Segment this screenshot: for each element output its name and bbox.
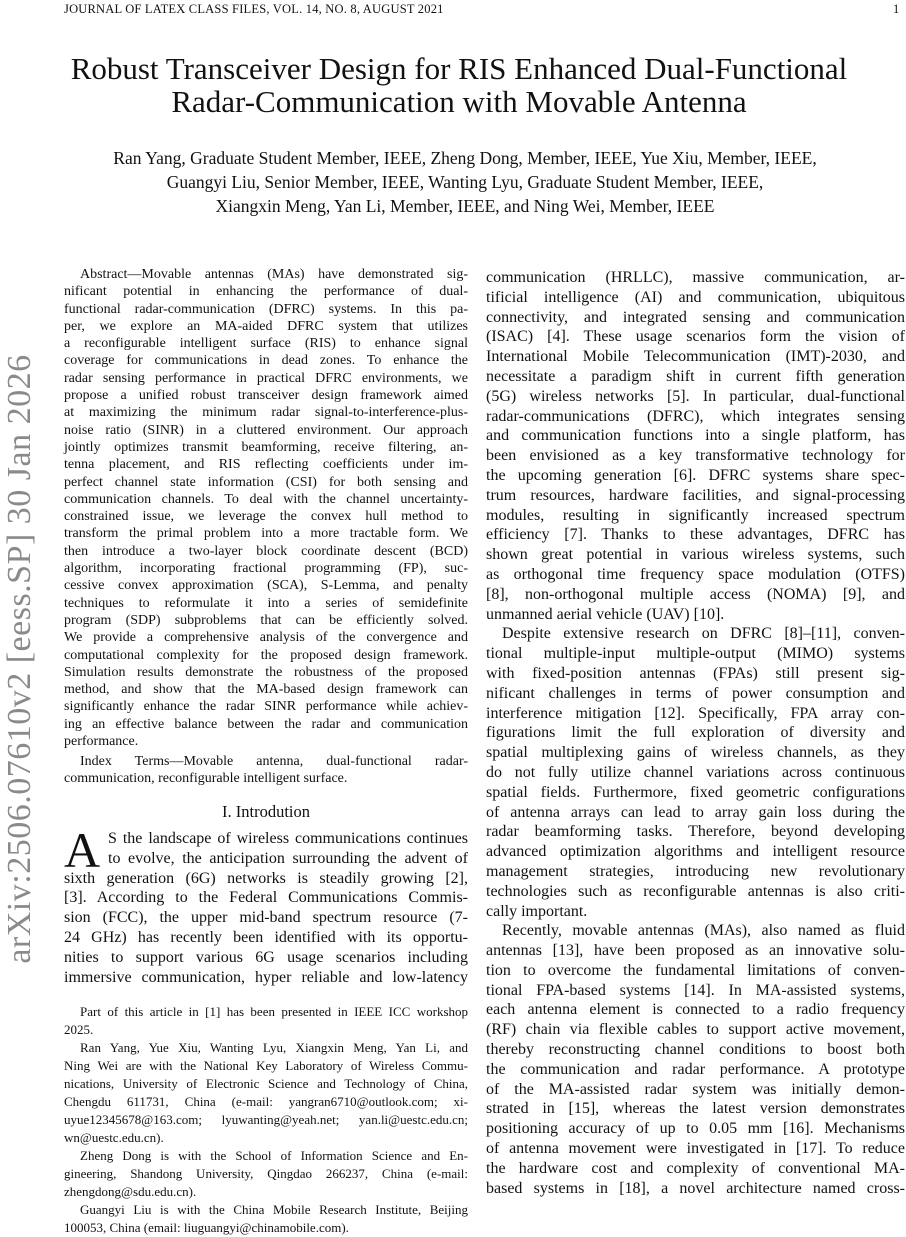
- right-column-text: [486, 268, 905, 1198]
- paragraph-line: do not fully utilize channel variations across continuous: [486, 763, 905, 781]
- paragraph-line: the hardware cost and complexity of conventional MA-: [486, 1159, 905, 1177]
- abstract-line: significantly enhance the radar SINR performance while achiev-: [64, 699, 468, 715]
- abstract-line: a reconfigurable intelligent surface (RIS) to enhance signal: [64, 336, 468, 352]
- footnote-line: Ran Yang, Yue Xiu, Wanting Lyu, Xiangxin Meng, Yan Li, and: [80, 1040, 468, 1055]
- intro-line: S the landscape of wireless communications continues: [108, 830, 468, 847]
- intro-line: to evolve, the anticipation surrounding the advent of: [108, 849, 468, 867]
- paragraph-line: tion to overcome the fundamental limitations of conven-: [486, 961, 905, 979]
- paragraph-line: advanced optimization algorithms and intelligent resource: [486, 843, 905, 861]
- paragraph-line: interference mitigation [12]. Specifically, FPA array con-: [486, 704, 905, 722]
- paragraph-line: connectivity, and integrated sensing and communication: [486, 308, 905, 326]
- footnote-line: gineering, Shandong University, Qingdao 266237, China (e-mail:: [64, 1166, 468, 1181]
- intro-line: sion (FCC), the upper mid-band spectrum resource (7-: [64, 909, 468, 927]
- paragraph-line: spatial fields. Furthermore, fixed geometric configurations: [486, 783, 905, 801]
- paragraph-line: the communication and radar performance. A prototype: [486, 1060, 905, 1078]
- abstract-line: Abstract—Movable antennas (MAs) have demonstrated sig-: [80, 267, 468, 282]
- footnote-line: 2025.: [64, 1022, 94, 1037]
- abstract-line: constrained issue, we leverage the convex hull method to: [64, 509, 468, 525]
- paragraph-line: nificant challenges in terms of power consumption and: [486, 684, 905, 702]
- paper-title: [0, 52, 906, 118]
- abstract-line: algorithm, incorporating fractional programming (FP), suc-: [64, 561, 468, 577]
- footnote-line: nications, University of Electronic Science and Technology of China,: [64, 1076, 468, 1091]
- footnote-line: Part of this article in [1] has been presented in IEEE ICC workshop: [80, 1004, 468, 1019]
- abstract-line: then introduce a two-layer block coordinate descent (BCD): [64, 543, 468, 559]
- intro-line: immersive communication, hyper reliable and low-latency: [64, 968, 468, 986]
- abstract-line: transform the primal problem into a more tractable form. We: [64, 526, 468, 542]
- footnote-line: 100053, China (email: liuguangyi@chinamobile.com).: [64, 1220, 349, 1235]
- abstract-line: per, we explore an MA-aided DFRC system that utilizes: [64, 318, 468, 334]
- footnote-line: wn@uestc.edu.cn).: [64, 1130, 164, 1145]
- paragraph: [486, 268, 905, 624]
- paragraph: [486, 624, 905, 921]
- paragraph-line: tificial intelligence (AI) and communication, ubiquitous: [486, 288, 905, 306]
- footnote-line: uyue12345678@163.com; lyuwanting@yeah.net; yan.li@uestc.edu.cn;: [64, 1112, 468, 1127]
- page-number: 1: [893, 2, 900, 16]
- running-head: JOURNAL OF LATEX CLASS FILES, VOL. 14, NO. 8, AUGUST 2021: [64, 2, 444, 16]
- paragraph-line: with fixed-position antennas (FPAs) still present sig-: [486, 664, 905, 682]
- paragraph-line: Recently, movable antennas (MAs), also named as fluid: [502, 922, 905, 940]
- paragraph-line: strated in [15], whereas the latest version demonstrates: [486, 1100, 905, 1118]
- paragraph-line: radar beamforming tasks. Therefore, beyond developing: [486, 823, 905, 841]
- abstract-line: cessive convex approximation (SCA), S-Lemma, and penalty: [64, 578, 468, 594]
- paragraph-line: [8], non-orthogonal multiple access (NOMA) [9], and: [486, 585, 905, 603]
- abstract-line: nificant potential in enhancing the performance of dual-: [64, 284, 468, 300]
- abstract-line: computational complexity for the proposed design framework.: [64, 647, 468, 663]
- paragraph-line: of antenna arrays can lead to array gain loss during the: [486, 803, 905, 821]
- abstract-line: performance.: [64, 734, 139, 750]
- paragraph-line: been envisioned as a key transformative technology for: [486, 447, 905, 465]
- paragraph-line: technologies such as reconfigurable antennas is also criti-: [486, 882, 905, 900]
- paragraph-line: (ISAC) [4]. These usage scenarios form the vision of: [486, 328, 905, 346]
- section-heading: I. Introdution: [222, 802, 310, 821]
- abstract-line: propose a unified robust transceiver design framework aimed: [64, 388, 468, 404]
- title-line: Robust Transceiver Design for RIS Enhanced Dual-Functional: [70, 51, 848, 86]
- author-line: Xiangxin Meng, Yan Li, Member, IEEE, and Ning Wei, Member, IEEE: [215, 196, 715, 216]
- abstract-line: method, and show that the MA-based design framework can: [64, 682, 468, 698]
- paragraph-line: each antenna element is connected to a radio frequency: [486, 1001, 905, 1019]
- paragraph-line: positioning accuracy of up to 0.05 mm [16]. Mechanisms: [486, 1120, 905, 1138]
- intro-line: [3]. According to the Federal Communications Commis-: [64, 889, 468, 907]
- paragraph-line: (RF) chain via flexible cables to support active movement,: [486, 1021, 905, 1039]
- paragraph-line: as orthogonal time frequency space modulation (OTFS): [486, 565, 905, 583]
- intro-line: sixth generation (6G) networks is steadily growing [2],: [64, 869, 468, 887]
- index-terms-line: Index Terms—Movable antenna, dual-functional radar-: [80, 754, 468, 769]
- abstract-line: radar sensing performance in practical DFRC environments, we: [64, 370, 468, 386]
- footnote-line: Chengdu 611731, China (e-mail: yangran6710@outlook.com; xi-: [64, 1094, 468, 1109]
- footnote: [64, 1003, 468, 1039]
- author-line: Ran Yang, Graduate Student Member, IEEE, Zheng Dong, Member, IEEE, Yue Xiu, Member, IEEE,: [113, 148, 817, 168]
- intro-line: nities to support various 6G usage scenarios including: [64, 948, 468, 966]
- paragraph-line: the upcoming generation [6]. DFRC systems share spec-: [486, 466, 905, 484]
- paragraph-line: figurations limit the full exploration of diversity and: [486, 724, 905, 742]
- title-line: Radar-Communication with Movable Antenna: [171, 84, 747, 119]
- index-terms-line: communication, reconfigurable intelligent surface.: [64, 771, 348, 787]
- abstract-line: tenna placement, and RIS reflecting coefficients under im-: [64, 457, 468, 473]
- footnote-line: Zheng Dong is with the School of Information Science and En-: [80, 1148, 468, 1163]
- paragraph-line: necessitate a paradigm shift in current fifth generation: [486, 367, 905, 385]
- paragraph-line: (5G) wireless networks [5]. In particular, dual-functional: [486, 387, 905, 405]
- abstract: [64, 266, 468, 750]
- paragraph-line: of antenna movement were investigated in [17]. To reduce: [486, 1140, 905, 1158]
- paragraph-line: and communication functions into a single platform, has: [486, 427, 905, 445]
- abstract-line: ing an effective balance between the radar and communication: [64, 716, 468, 732]
- abstract-line: coverage for communications in dead zones. To enhance the: [64, 353, 468, 369]
- paragraph-line: Despite extensive research on DFRC [8]–[11], conven-: [502, 625, 905, 643]
- paragraph-line: based systems in [18], a novel architecture named cross-: [486, 1179, 905, 1197]
- intro-line: 24 GHz) has recently been identified with its opportu-: [64, 928, 468, 946]
- paragraph-line: trum resources, hardware facilities, and signal-processing: [486, 486, 905, 504]
- abstract-line: perfect channel state information (CSI) for both sensing and: [64, 474, 468, 490]
- abstract-line: noise ratio (SINR) in a cluttered environment. Our approach: [64, 422, 468, 438]
- paragraph-line: shown great potential in various wireless systems, such: [486, 546, 905, 564]
- paragraph: [486, 921, 905, 1198]
- footnote: [64, 1039, 468, 1147]
- abstract-line: functional radar-communication (DFRC) systems. In this pa-: [64, 301, 468, 317]
- paragraph-line: management strategies, introducing new revolutionary: [486, 862, 905, 880]
- abstract-line: We provide a comprehensive analysis of the convergence and: [64, 630, 468, 646]
- paragraph-line: communication (HRLLC), massive communication, ar-: [486, 269, 905, 286]
- paragraph-line: spatial multiplexing gains of wireless channels, as they: [486, 744, 905, 762]
- paragraph-line: modules, resulting in significantly increased spectrum: [486, 506, 905, 524]
- footnote-line: Ning Wei are with the National Key Laboratory of Wireless Commu-: [64, 1058, 468, 1073]
- drop-cap: A: [64, 822, 101, 878]
- footnotes: [64, 1003, 468, 1237]
- abstract-line: Simulation results demonstrate the robustness of the proposed: [64, 664, 468, 680]
- author-list: [0, 146, 906, 218]
- abstract-line: at maximizing the minimum radar signal-to-interference-plus-: [64, 405, 468, 421]
- footnote-line: Guangyi Liu is with the China Mobile Research Institute, Beijing: [80, 1202, 468, 1217]
- paragraph-line: antennas [13], have been proposed as an innovative solu-: [486, 942, 905, 960]
- paragraph-line: thereby reconstructing channel conditions to boost both: [486, 1041, 905, 1059]
- paragraph-line: tional multiple-input multiple-output (MIMO) systems: [486, 645, 905, 663]
- footnote: [64, 1147, 468, 1201]
- arxiv-watermark: arXiv:2506.07610v2 [eess.SP] 30 Jan 2026: [1, 354, 38, 964]
- paragraph-line: unmanned aerial vehicle (UAV) [10].: [486, 605, 725, 623]
- paragraph-line: radar-communications (DFRC), which integrates sensing: [486, 407, 905, 425]
- paragraph-line: of the MA-assisted radar system was initially demon-: [486, 1080, 905, 1098]
- author-line: Guangyi Liu, Senior Member, IEEE, Wanting Lyu, Graduate Student Member, IEEE,: [166, 172, 764, 192]
- introduction-text: [64, 822, 468, 987]
- footnote: [64, 1201, 468, 1237]
- footnote-line: zhengdong@sdu.edu.cn).: [64, 1184, 197, 1199]
- paragraph-line: efficiency [7]. Thanks to these advantages, DFRC has: [486, 526, 905, 544]
- abstract-line: jointly optimizes transmit beamforming, receive filtering, an-: [64, 439, 468, 455]
- abstract-line: communication channels. To deal with the channel uncertainty-: [64, 491, 468, 507]
- index-terms: [64, 753, 468, 788]
- abstract-line: techniques to reformulate it into a series of semidefinite: [64, 595, 468, 611]
- paragraph-line: International Mobile Telecommunication (IMT)-2030, and: [486, 348, 905, 366]
- abstract-line: program (SDP) subproblems that can be efficiently solved.: [64, 612, 468, 628]
- paragraph-line: cally important.: [486, 902, 588, 920]
- paragraph-line: tional FPA-based systems [14]. In MA-assisted systems,: [486, 981, 905, 999]
